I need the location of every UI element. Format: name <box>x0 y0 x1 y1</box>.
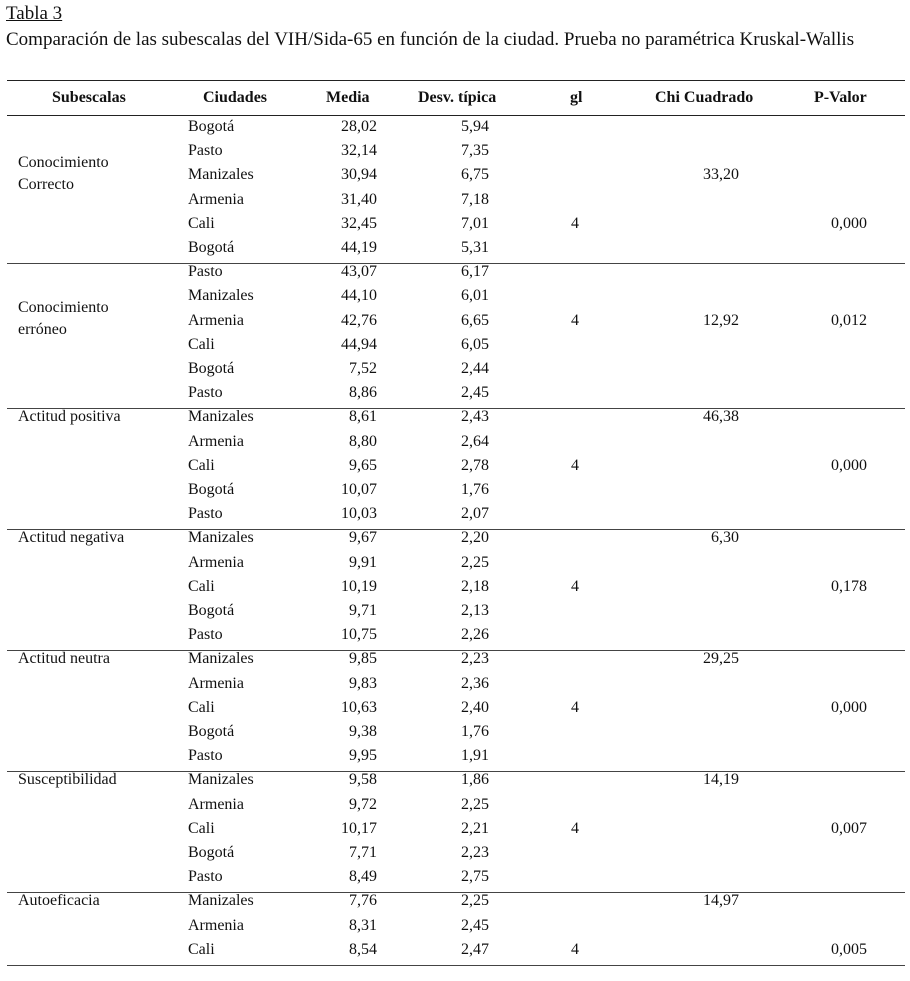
city-cell: Cali <box>188 214 215 232</box>
city-cell: Bogotá <box>188 722 235 740</box>
mean-cell: 10,19 <box>341 577 377 595</box>
sd-cell: 2,45 <box>461 384 489 402</box>
city-cell: Armenia <box>188 432 244 450</box>
sd-cell: 2,07 <box>461 505 489 523</box>
mean-cell: 8,80 <box>349 432 377 450</box>
gl-cell: 4 <box>571 577 579 595</box>
subscale-name: Actitud negativa <box>18 529 125 547</box>
p-cell: 0,000 <box>831 456 867 474</box>
sd-cell: 1,76 <box>461 722 489 740</box>
city-cell: Armenia <box>188 311 244 329</box>
city-cell: Cali <box>188 698 215 716</box>
sd-cell: 5,31 <box>461 239 489 256</box>
sd-cell: 5,94 <box>461 118 489 135</box>
subscale-group <box>0 116 910 261</box>
sd-cell: 2,18 <box>461 577 489 595</box>
subscale-name: Conocimiento <box>18 299 109 317</box>
chi-cell: 29,25 <box>703 650 739 668</box>
sd-cell: 2,44 <box>461 359 489 377</box>
sd-cell: 7,01 <box>461 214 489 232</box>
header-ciudades: Ciudades <box>203 89 268 106</box>
gl-cell: 4 <box>571 456 579 474</box>
sd-cell: 2,25 <box>461 795 489 813</box>
city-cell: Pasto <box>188 747 223 765</box>
sd-cell: 2,20 <box>461 529 489 547</box>
sd-cell: 2,64 <box>461 432 489 450</box>
city-cell: Armenia <box>188 674 244 692</box>
subscale-name: Susceptibilidad <box>18 771 117 789</box>
mean-cell: 8,54 <box>349 940 377 958</box>
city-cell: Pasto <box>188 626 223 644</box>
header-gl: gl <box>570 89 583 106</box>
p-cell: 0,000 <box>831 698 867 716</box>
city-cell: Manizales <box>188 287 254 305</box>
subscale-name: Correcto <box>18 176 74 194</box>
mean-cell: 10,03 <box>341 505 377 523</box>
sd-cell: 6,05 <box>461 335 489 353</box>
mean-cell: 28,02 <box>341 118 377 135</box>
p-cell: 0,000 <box>831 214 867 232</box>
subscale-group <box>0 406 910 527</box>
mean-cell: 9,67 <box>349 529 377 547</box>
city-cell: Bogotá <box>188 359 235 377</box>
mean-cell: 44,19 <box>341 239 377 256</box>
subscale-group <box>0 261 910 406</box>
header-media: Media <box>326 89 370 106</box>
mean-cell: 31,40 <box>341 190 377 208</box>
city-cell: Cali <box>188 577 215 595</box>
subscale-name: Autoeficacia <box>18 892 100 910</box>
mean-cell: 7,76 <box>349 892 377 910</box>
header-desv-tipica: Desv. típica <box>418 89 497 106</box>
mean-cell: 32,45 <box>341 214 377 232</box>
mean-cell: 8,49 <box>349 868 377 886</box>
mean-cell: 8,86 <box>349 384 377 402</box>
gl-cell: 4 <box>571 819 579 837</box>
mean-cell: 10,63 <box>341 698 377 716</box>
mean-cell: 8,31 <box>349 916 377 934</box>
mean-cell: 9,71 <box>349 601 377 619</box>
mean-cell: 32,14 <box>341 142 377 160</box>
sd-cell: 2,23 <box>461 650 489 668</box>
sd-cell: 7,35 <box>461 142 489 160</box>
city-cell: Bogotá <box>188 118 235 135</box>
mean-cell: 9,72 <box>349 795 377 813</box>
sd-cell: 1,91 <box>461 747 489 765</box>
mean-cell: 9,91 <box>349 553 377 571</box>
city-cell: Pasto <box>188 142 223 160</box>
sd-cell: 1,86 <box>461 771 489 789</box>
city-cell: Armenia <box>188 916 244 934</box>
sd-cell: 2,13 <box>461 601 489 619</box>
sd-cell: 1,76 <box>461 480 489 498</box>
chi-cell: 14,97 <box>703 892 739 910</box>
p-cell: 0,178 <box>831 577 867 595</box>
top-rule <box>7 80 905 81</box>
city-cell: Manizales <box>188 892 254 910</box>
sd-cell: 2,45 <box>461 916 489 934</box>
mean-cell: 9,58 <box>349 771 377 789</box>
sd-cell: 6,01 <box>461 287 489 305</box>
sd-cell: 6,75 <box>461 166 489 184</box>
mean-cell: 10,17 <box>341 819 377 837</box>
city-cell: Manizales <box>188 771 254 789</box>
sd-cell: 2,36 <box>461 674 489 692</box>
mean-cell: 44,10 <box>341 287 377 305</box>
mean-cell: 30,94 <box>341 166 377 184</box>
sd-cell: 2,26 <box>461 626 489 644</box>
city-cell: Armenia <box>188 553 244 571</box>
city-cell: Bogotá <box>188 480 235 498</box>
city-cell: Manizales <box>188 166 254 184</box>
header-chi-cuadrado: Chi Cuadrado <box>655 89 754 106</box>
subscale-name: Conocimiento <box>18 154 109 172</box>
city-cell: Pasto <box>188 263 223 281</box>
subscale-group <box>0 769 910 890</box>
sd-cell: 2,47 <box>461 940 489 958</box>
subscale-group <box>0 648 910 769</box>
mean-cell: 8,61 <box>349 408 377 426</box>
sd-cell: 2,78 <box>461 456 489 474</box>
mean-cell: 43,07 <box>341 263 377 281</box>
city-cell: Manizales <box>188 529 254 547</box>
city-cell: Bogotá <box>188 843 235 861</box>
chi-cell: 46,38 <box>703 408 739 426</box>
subscale-name: Actitud neutra <box>18 650 110 668</box>
mean-cell: 9,38 <box>349 722 377 740</box>
sd-cell: 2,75 <box>461 868 489 886</box>
mean-cell: 7,52 <box>349 359 377 377</box>
mean-cell: 42,76 <box>341 311 377 329</box>
sd-cell: 2,43 <box>461 408 489 426</box>
city-cell: Pasto <box>188 384 223 402</box>
mean-cell: 9,85 <box>349 650 377 668</box>
mean-cell: 9,95 <box>349 747 377 765</box>
sd-cell: 2,25 <box>461 892 489 910</box>
chi-cell: 33,20 <box>703 166 739 184</box>
p-cell: 0,005 <box>831 940 867 958</box>
city-cell: Pasto <box>188 505 223 523</box>
city-cell: Cali <box>188 335 215 353</box>
group-separator <box>7 965 905 966</box>
city-cell: Cali <box>188 940 215 958</box>
sd-cell: 7,18 <box>461 190 489 208</box>
header-p-valor: P-Valor <box>814 89 867 106</box>
city-cell: Armenia <box>188 190 244 208</box>
city-cell: Cali <box>188 819 215 837</box>
sd-cell: 2,40 <box>461 698 489 716</box>
table-label: Tabla 3 <box>6 3 63 24</box>
city-cell: Armenia <box>188 795 244 813</box>
header-subescalas: Subescalas <box>52 89 126 106</box>
p-cell: 0,007 <box>831 819 867 837</box>
table-caption: Comparación de las subescalas del VIH/Sida-65 en función de la ciudad. Prueba no paramétrica Kruskal-Wallis <box>6 29 855 50</box>
mean-cell: 10,75 <box>341 626 377 644</box>
sd-cell: 2,23 <box>461 843 489 861</box>
subscale-group <box>0 890 910 963</box>
subscale-name: erróneo <box>18 321 67 339</box>
p-cell: 0,012 <box>831 311 867 329</box>
chi-cell: 6,30 <box>711 529 739 547</box>
gl-cell: 4 <box>571 698 579 716</box>
city-cell: Bogotá <box>188 239 235 256</box>
sd-cell: 6,17 <box>461 263 489 281</box>
city-cell: Cali <box>188 456 215 474</box>
chi-cell: 12,92 <box>703 311 739 329</box>
city-cell: Pasto <box>188 868 223 886</box>
city-cell: Manizales <box>188 408 254 426</box>
mean-cell: 10,07 <box>341 480 377 498</box>
chi-cell: 14,19 <box>703 771 739 789</box>
city-cell: Manizales <box>188 650 254 668</box>
subscale-group <box>0 527 910 648</box>
sd-cell: 2,21 <box>461 819 489 837</box>
sd-cell: 6,65 <box>461 311 489 329</box>
mean-cell: 7,71 <box>349 843 377 861</box>
mean-cell: 9,65 <box>349 456 377 474</box>
mean-cell: 44,94 <box>341 335 377 353</box>
gl-cell: 4 <box>571 311 579 329</box>
mean-cell: 9,83 <box>349 674 377 692</box>
city-cell: Bogotá <box>188 601 235 619</box>
gl-cell: 4 <box>571 214 579 232</box>
sd-cell: 2,25 <box>461 553 489 571</box>
gl-cell: 4 <box>571 940 579 958</box>
subscale-name: Actitud positiva <box>18 408 121 426</box>
